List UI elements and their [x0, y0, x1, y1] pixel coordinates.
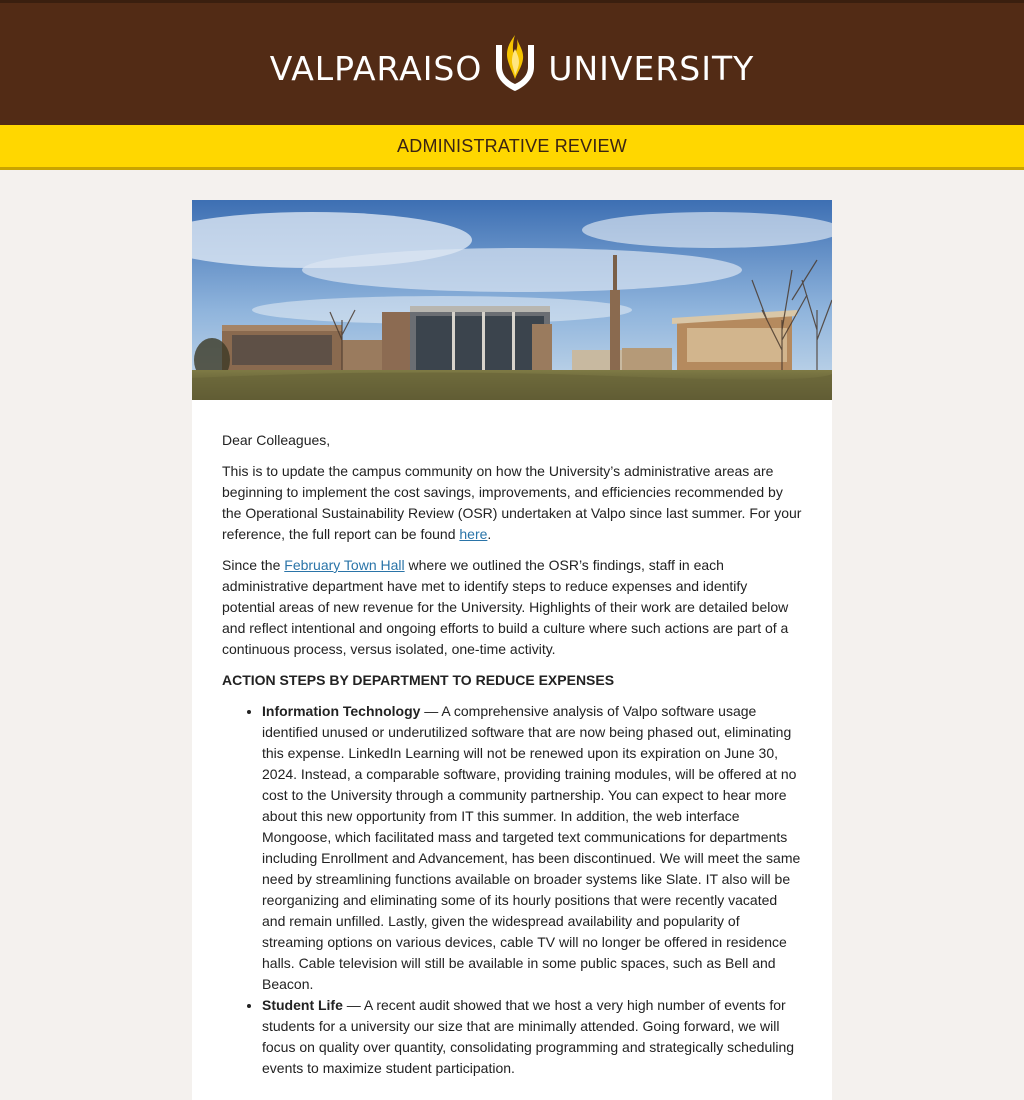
brand-word-left: VALPARAISO: [269, 48, 483, 88]
department-name: Student Life: [262, 997, 343, 1013]
section-banner: [0, 125, 1024, 170]
banner-title: ADMINISTRATIVE REVIEW: [397, 135, 627, 156]
torch-shield-icon: [492, 29, 538, 93]
intro-text: This is to update the campus community on how the University’s administrative areas are beginning to implement the cost savings, improvements, and efficiencies recommended by the Operational Sustainability Review (OSR) undertaken at Valpo since last summer. For your reference, the full report can be found: [222, 463, 802, 542]
report-link[interactable]: here: [459, 526, 488, 542]
intro-paragraph: [222, 461, 802, 545]
townhall-text: where we outlined the OSR’s findings, staff in each administrative department have met to identify steps to reduce expenses and identify potential areas of new revenue for the University. Highlights of their work are detailed below and reflect intentional and ongoing efforts to build a culture where such actions are part of a continuous process, versus isolated, one-time activity.: [222, 557, 789, 657]
department-text: — A comprehensive analysis of Valpo software usage identified unused or underutilized software that are now being phased out, eliminating this expense. LinkedIn Learning will not be renewed upon its expiration on June 30, 2024. Instead, a comparable software, providing training modules, will be offered at no cost to the University through a community partnership. You can expect to hear more about this new opportunity from IT this summer. In addition, the web interface Mongoose, which facilitated mass and targeted text communications for departments including Enrollment and Advancement, has been discontinued. We will meet the same need by streamlining functions available on broader systems like Slate. IT also will be reorganizing and eliminating some of its hourly positions that were recently vacated and remain unfilled. Lastly, given the widespread availability and popularity of streaming options on various devices, cable TV will no longer be offered in residence halls. Cable television will still be available in some public spaces, such as Bell and Beacon.: [262, 703, 801, 992]
email-card: [192, 200, 832, 1100]
action-steps-list: [222, 701, 802, 1079]
university-logo[interactable]: [270, 35, 755, 93]
letter-body: [192, 400, 832, 1079]
townhall-start: Since the: [222, 557, 285, 573]
department-name: Information Technology: [262, 703, 421, 719]
greeting: Dear Colleagues,: [222, 432, 331, 448]
town-hall-link[interactable]: February Town Hall: [284, 557, 405, 573]
campus-photo: [192, 200, 832, 400]
intro-end: .: [487, 526, 492, 542]
brand-word-right: UNIVERSITY: [548, 48, 755, 88]
list-item: [262, 701, 802, 995]
department-text: — A recent audit showed that we host a very high number of events for students for a university our size that are minimally attended. Going forward, we will focus on quality over quantity, consolidating programming and strategically scheduling events to maximize student participation.: [262, 997, 795, 1076]
section-heading: ACTION STEPS BY DEPARTMENT TO REDUCE EXPENSES: [222, 672, 615, 688]
list-item: [262, 995, 802, 1079]
townhall-paragraph: [222, 555, 802, 660]
site-header: [0, 3, 1024, 125]
